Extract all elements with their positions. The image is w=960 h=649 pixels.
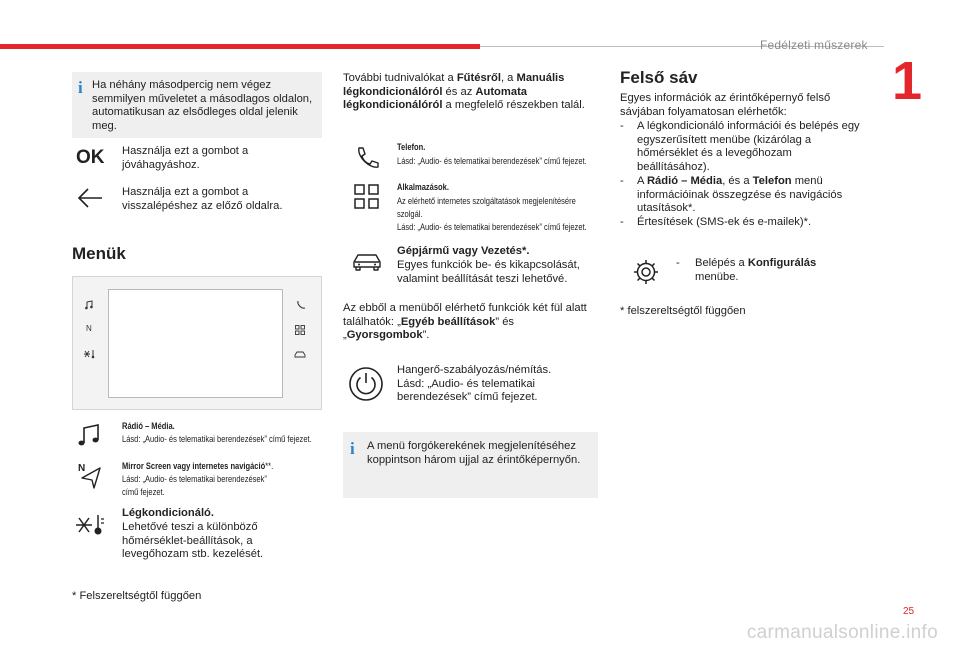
ok-button-description: Használja ezt a gombot a jóváhagyáshoz. (122, 145, 249, 171)
left-footnote: * Felszereltségtől függően (72, 590, 202, 602)
mirror-screen-description-line2: című fejezet. (122, 487, 165, 497)
radio-media-description: Lásd: „Audio- és telematikai berendezések” című fejezet. (122, 434, 312, 444)
back-arrow-icon (76, 186, 104, 210)
header-red-bar (0, 44, 480, 49)
air-conditioning-icon (76, 512, 106, 538)
watermark: carmanualsonline.info (746, 622, 938, 643)
phone-description: Lásd: „Audio- és telematikai berendezések” című fejezet. (397, 156, 587, 166)
configuration-menu-text: Belépés a Konfigurálás menübe. (695, 257, 817, 283)
screen-apps-icon (295, 325, 305, 335)
screen-nav-icon: N (86, 324, 92, 333)
info-box-timeout (72, 72, 322, 138)
top-bar-bullet-ac: A légkondicionáló információi és belépés egy egyszerűsített menübe (kizárólag a hőmérséklet és a levegőhozam beállításához). (637, 120, 860, 173)
air-conditioning-title: Légkondicionáló. (122, 507, 214, 519)
phone-icon (354, 145, 380, 171)
power-button-icon (348, 366, 384, 402)
navigation-arrow-icon (78, 462, 104, 490)
section-title-menus: Menük (72, 244, 126, 263)
chapter-number: 1 (892, 51, 923, 111)
phone-title: Telefon. (397, 142, 426, 152)
screen-music-icon (84, 300, 94, 310)
radio-media-title: Rádió – Média. (122, 421, 175, 431)
top-bar-title: Felső sáv (620, 68, 698, 87)
info-box-text: Ha néhány másodpercig nem végez semmilyen műveletet a másodlagos oldalon, automatikusan az elsődleges oldal jelenik meg. (92, 79, 313, 132)
info-icon: i (350, 439, 355, 458)
info-icon: i (78, 78, 83, 97)
info-box-rotary-menu (343, 432, 598, 498)
page-number: 25 (903, 606, 915, 617)
touchscreen-display (108, 289, 283, 398)
applications-description-line2: szolgál. (397, 209, 423, 219)
music-note-icon (76, 424, 102, 448)
vehicle-title: Gépjármű vagy Vezetés*. (397, 245, 530, 257)
vehicle-description: Egyes funkciók be- és kikapcsolását, valamint beállítását teszi lehetővé. (397, 259, 580, 285)
bullet-dash-2: - (620, 175, 624, 187)
chapter-title: Fedélzeti műszerek (760, 38, 868, 52)
config-dash: - (676, 257, 680, 269)
vehicle-icon (352, 252, 382, 272)
applications-icon (354, 184, 380, 210)
mirror-screen-title: Mirror Screen vagy internetes navigáció**. (122, 461, 274, 471)
screen-phone-icon (296, 300, 306, 310)
bullet-dash-1: - (620, 120, 624, 132)
screen-car-icon (294, 351, 306, 359)
svg-text:N: N (78, 463, 86, 474)
top-bar-bullet-radio-phone: A Rádió – Média, és a Telefon menü információinak összegzése és navigációs utasítások*. (637, 175, 843, 214)
right-footnote: * felszereltségtől függően (620, 305, 746, 317)
heating-reference-paragraph: További tudnivalókat a Fűtésről, a Manuális légkondicionálóról és az Automata légkondicionálóról a megfelelő részekben talál. (343, 72, 585, 111)
applications-description-line3: Lásd: „Audio- és telematikai berendezések” című fejezet. (397, 222, 587, 232)
settings-gear-icon (632, 258, 660, 286)
top-bar-bullet-notifications: Értesítések (SMS-ek és e-mailek)*. (637, 216, 812, 228)
menu-tabs-paragraph: Az ebből a menüből elérhető funkciók két fül alatt találhatók: „Egyéb beállítások” és „Gyorsgombok”. (343, 302, 587, 341)
screen-ac-icon (84, 349, 96, 359)
applications-title: Alkalmazások. (397, 182, 449, 192)
top-bar-intro: Egyes információk az érintőképernyő felső sávjában folyamatosan elérhetők: (620, 92, 831, 118)
info-box-rotary-text: A menü forgókerekének megjelenítéséhez koppintson három ujjal az érintőképernyőn. (367, 440, 581, 466)
mirror-screen-description-line1: Lásd: „Audio- és telematikai berendezések” (122, 474, 267, 484)
air-conditioning-description: Lehetővé teszi a különböző hőmérséklet-beállítások, a levegőhozam stb. kezelését. (122, 521, 264, 560)
back-button-description: Használja ezt a gombot a visszalépéshez az előző oldalra. (122, 186, 283, 212)
bullet-dash-3: - (620, 216, 624, 228)
applications-description-line1: Az elérhető internetes szolgáltatások megjelenítésére (397, 196, 576, 206)
ok-button-icon: OK (76, 147, 105, 168)
volume-mute-description: Hangerő-szabályozás/némítás. Lásd: „Audio- és telematikai berendezések” című fejezet. (397, 364, 552, 403)
